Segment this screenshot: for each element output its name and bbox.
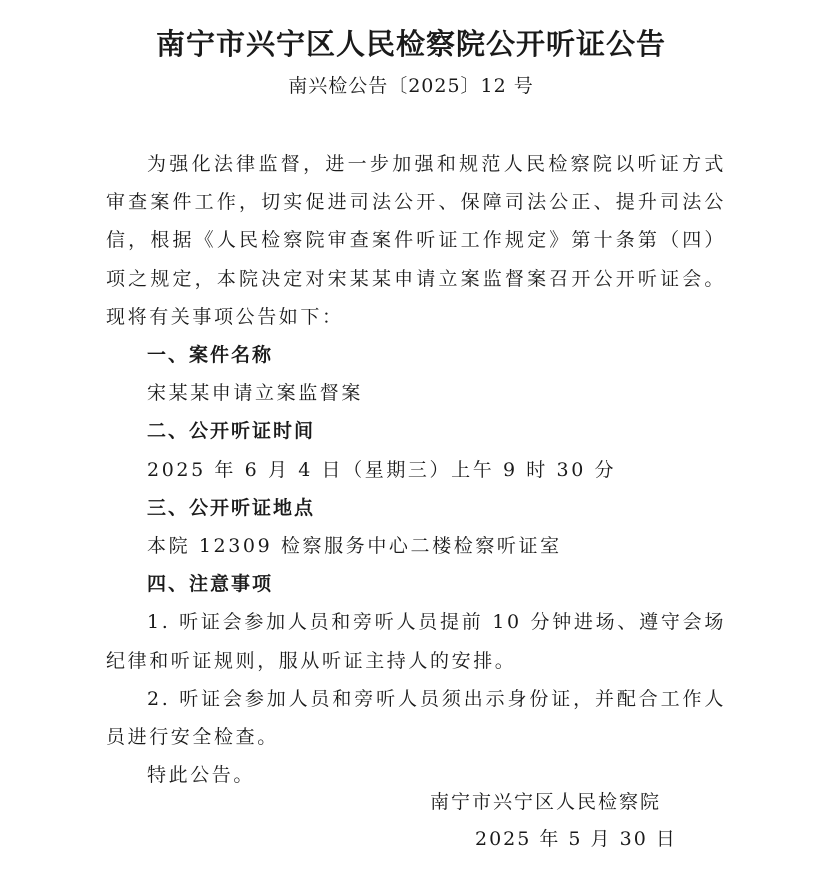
notes-item-1: 1. 听证会参加人员和旁听人员提前 10 分钟进场、遵守会场纪律和听证规则，服从听证主持人的安排。: [106, 611, 726, 672]
signature-date: 2025 年 5 月 30 日: [475, 828, 677, 850]
document-title: 南宁市兴宁区人民检察院公开听证公告: [155, 27, 666, 61]
section-heading-notes: 四、注意事项: [147, 573, 274, 596]
section-heading-hearing-location: 三、公开听证地点: [147, 496, 316, 519]
signature-organization: 南宁市兴宁区人民检察院: [430, 791, 662, 813]
closing-statement: 特此公告。: [147, 764, 256, 787]
section-content-case-name: 宋某某申请立案监督案: [147, 382, 364, 405]
notes-item-2: 2. 听证会参加人员和旁听人员须出示身份证，并配合工作人员进行安全检查。: [106, 687, 726, 749]
intro-paragraph: 为强化法律监督，进一步加强和规范人民检察院以听证方式审查案件工作，切实促进司法公开、保障司法公正、提升司法公信，根据《人民检察院审查案件听证工作规定》第十条第（四）项之规定，本院决定对宋某某申请立案监督案召开公开听证会。现将有关事项公告如下：: [106, 153, 726, 328]
document-body: [106, 145, 726, 794]
section-heading-hearing-time: 二、公开听证时间: [147, 420, 316, 443]
document-number: 南兴检公告〔2025〕12 号: [288, 75, 534, 97]
section-heading-case-name: 一、案件名称: [147, 344, 274, 367]
section-content-hearing-time: 2025 年 6 月 4 日（星期三）上午 9 时 30 分: [147, 458, 617, 481]
section-content-hearing-location: 本院 12309 检察服务中心二楼检察听证室: [147, 535, 562, 558]
